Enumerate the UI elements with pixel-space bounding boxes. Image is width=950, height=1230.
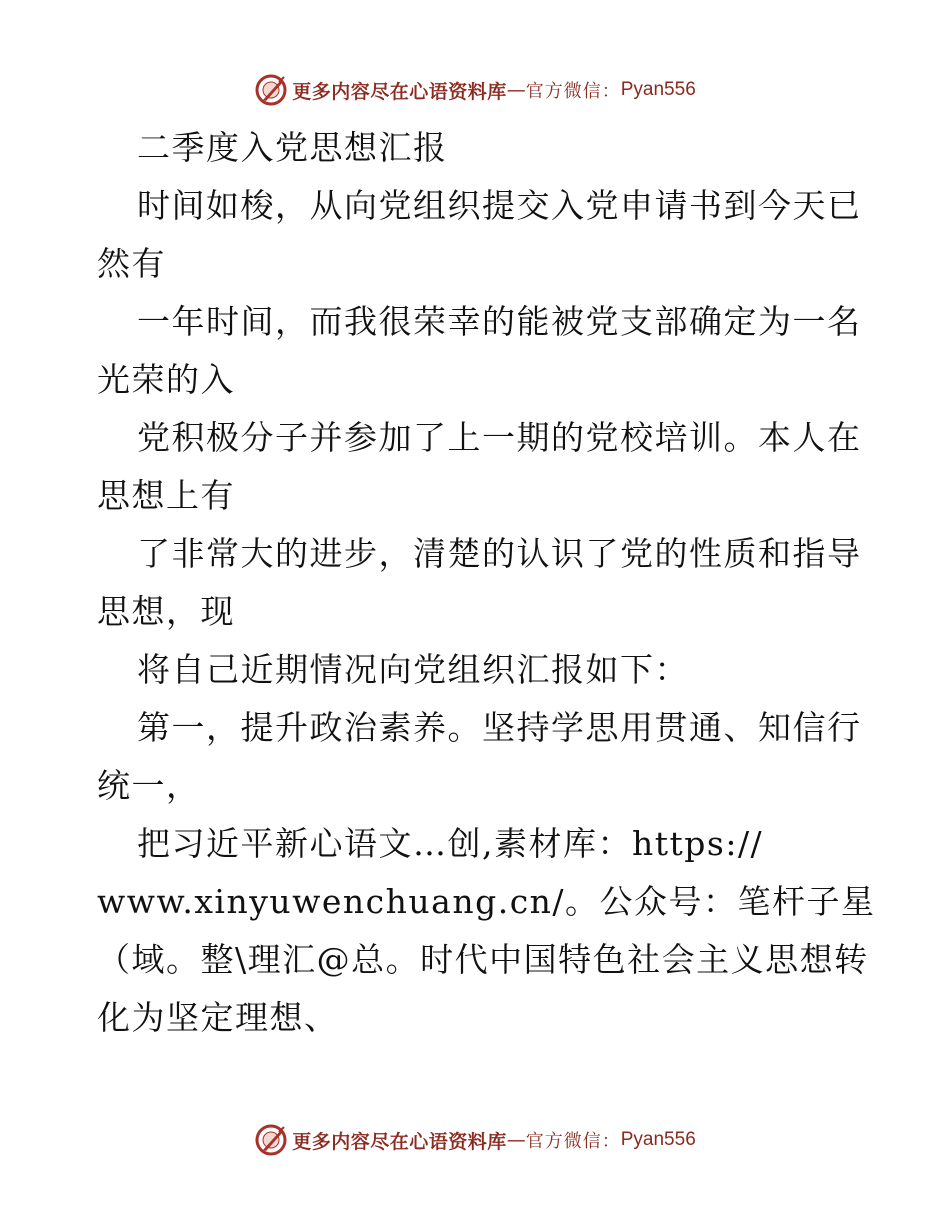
- text-line: 统一，: [97, 766, 201, 805]
- text-line: www.xinyuwenchuang.cn/。公众号：笔杆子星: [97, 882, 876, 921]
- text-line: 一年时间，而我很荣幸的能被党支部确定为一名: [137, 302, 862, 341]
- document-title: 二季度入党思想汇报: [137, 128, 448, 167]
- text-line: （域。整\理汇@总。时代中国特色社会主义思想转: [97, 940, 869, 979]
- text-line: 了非常大的进步，清楚的认识了党的性质和指导: [137, 534, 862, 573]
- text-line: 化为坚定理想、: [97, 998, 339, 1037]
- text-line: 思想，现: [97, 592, 235, 631]
- quill-logo-icon: [254, 1123, 288, 1157]
- banner-wechat-id: Pyan556: [620, 1129, 696, 1150]
- header-banner: [0, 70, 950, 110]
- banner-wechat-id: Pyan556: [620, 79, 696, 100]
- text-line: 把习近平新心语文…创,素材库：https://: [137, 824, 764, 863]
- banner-text: 更多内容尽在心语资料库: [292, 1130, 507, 1153]
- text-line: 第一，提升政治素养。坚持学思用贯通、知信行: [137, 708, 862, 747]
- text-line: 时间如梭，从向党组织提交入党申请书到今天已: [137, 186, 862, 225]
- banner-text: 更多内容尽在心语资料库: [292, 80, 507, 103]
- quill-logo-icon: [254, 73, 288, 107]
- text-line: 然有: [97, 244, 166, 283]
- text-line: 将自己近期情况向党组织汇报如下：: [137, 650, 689, 689]
- footer-banner: [0, 1120, 950, 1160]
- banner-dash: —: [506, 1129, 526, 1151]
- banner-wechat-label: 官方微信：: [525, 81, 621, 102]
- text-line: 党积极分子并参加了上一期的党校培训。本人在: [137, 418, 862, 457]
- document-body: [97, 119, 876, 1047]
- banner-dash: —: [506, 79, 526, 101]
- banner-wechat-label: 官方微信：: [525, 1131, 621, 1152]
- text-line: 思想上有: [97, 476, 235, 515]
- text-line: 光荣的入: [97, 360, 235, 399]
